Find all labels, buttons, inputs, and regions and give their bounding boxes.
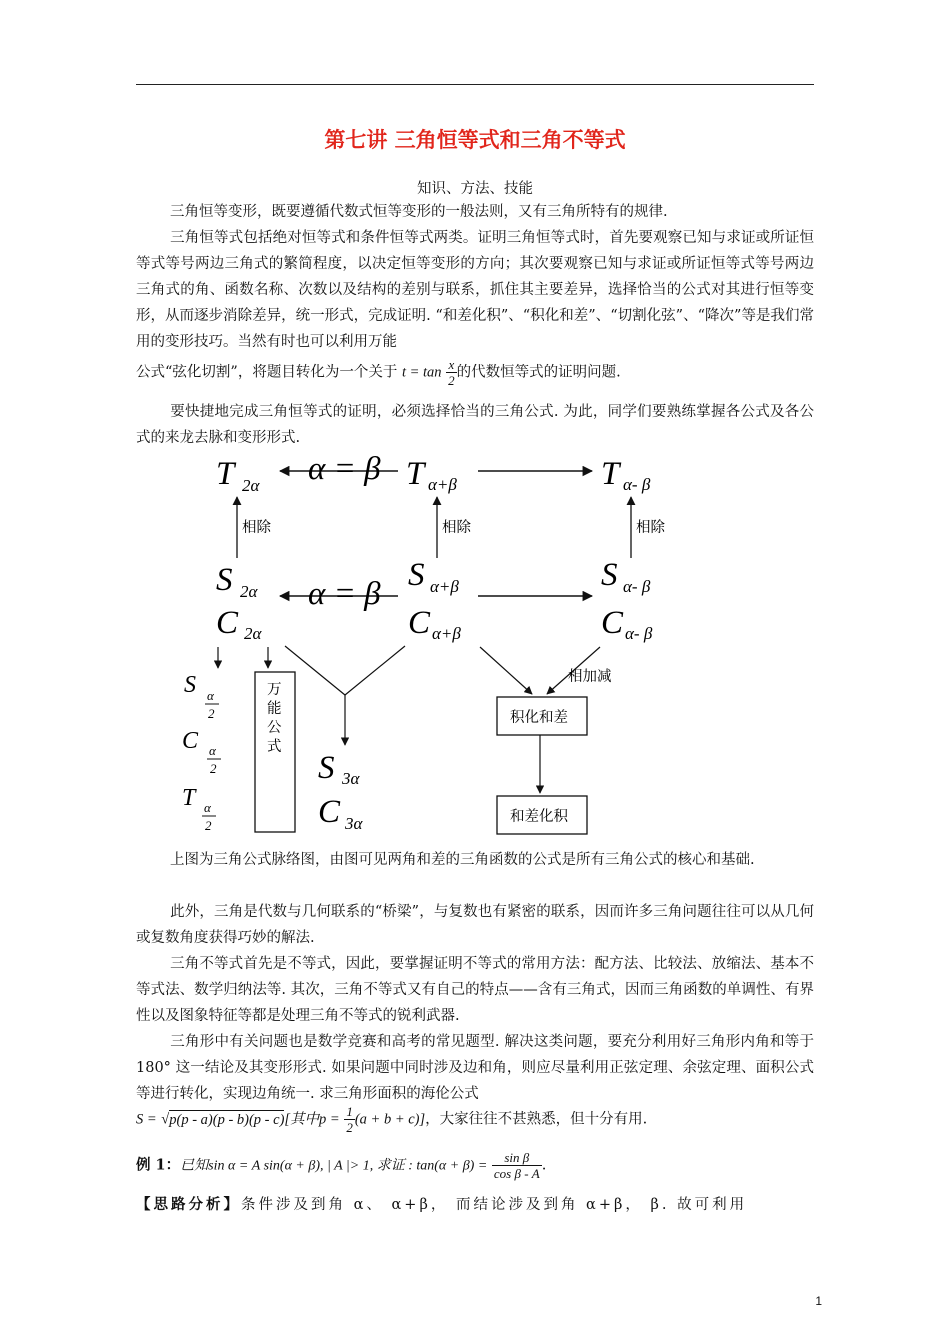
t-amb-sub: α- β [623, 475, 651, 494]
v-right-branch [345, 646, 405, 695]
t-half-num: α [204, 800, 211, 815]
t-half-symbol: T [182, 785, 196, 811]
s-half-num: α [207, 688, 214, 703]
intro-paragraph-2-tail: 公式“弦化切割”，将题目转化为一个关于 t = tan $\frac{x}{2}$ 的代数恒等式的证明问题. [136, 357, 621, 388]
arrow-capb-to-box [480, 647, 532, 694]
universal-char-3: 公 [267, 720, 282, 736]
section-subtitle: 知识、方法、技能 [417, 181, 533, 197]
page-number: 1 [815, 1294, 822, 1308]
half-angle-fraction: $\frac{x}{2}$ [448, 357, 455, 388]
mul-div-label-2: 相除 [442, 520, 471, 536]
s-amb-sub: α- β [623, 577, 651, 596]
c-amb-sub: α- β [625, 624, 653, 643]
alpha-eq-beta-top: α = β [308, 451, 381, 487]
c-half-num: α [209, 743, 216, 758]
t-apb-sub: α+β [428, 475, 457, 494]
mul-div-label-1: 相除 [242, 520, 271, 536]
s-amb-symbol: S [601, 557, 618, 593]
prod-to-sum-label: 积化和差 [510, 710, 568, 726]
c-half-symbol: C [182, 728, 199, 754]
t-2a-symbol: T [216, 456, 235, 492]
s-2a-sub: 2α [240, 582, 258, 601]
universal-char-2: 能 [267, 701, 282, 717]
body-paragraph-6: 三角不等式首先是不等式，因此，要掌握证明不等式的常用方法：配方法、比较法、放缩法、基本不等式法、数学归纳法等. 其次，三角不等式又有自己的特点——含有三角式，因而三角函数的单调性、有界性以及图象特征等都是处理三角不等式的锐利武器. [136, 956, 814, 1024]
example-label: 例 1： [136, 1156, 181, 1174]
c-2a-sub: 2α [244, 624, 262, 643]
intro-paragraph-1: 三角恒等变形，既要遵循代数式恒等变形的一般法则，又有三角所特有的规律. [170, 204, 668, 220]
s-apb-symbol: S [408, 557, 425, 593]
body-paragraph-4: 上图为三角公式脉络图，由图可见两角和差的三角函数的公式是所有三角公式的核心和基础. [170, 852, 755, 868]
c-2a-symbol: C [216, 605, 239, 641]
c-apb-symbol: C [408, 605, 431, 641]
intro-paragraph-2: 三角恒等式包括绝对恒等式和条件恒等式两类。证明三角恒等式时，首先要观察已知与求证或所证恒等式等号两边三角式的繁简程度，以决定恒等变形的方向；其次要观察已知与求证或所证恒等式等号两边三角式的角、函数名称、次数以及结构的差别与联系，抓住其主要差异，选择恰当的公式对其进行恒等变形，从而逐步消除差异，统一形式，完成证明. “和差化积”、“积化和差”、“切割化弦”、“降次”等是我们常用的变形技巧。当然有时也可以利用万能 [136, 230, 814, 350]
mul-div-label-3: 相除 [636, 520, 665, 536]
v-left-branch [285, 646, 345, 695]
analysis-line: 【思路分析】条件涉及到角 α、 α+β， 而结论涉及到角 α+β， β. 故可利用 [136, 1196, 748, 1213]
universal-char-4: 式 [267, 739, 282, 755]
c-3a-sub: 3α [345, 814, 363, 833]
page-title: 第七讲 三角恒等式和三角不等式 [324, 127, 626, 152]
s-half-symbol: S [184, 672, 196, 698]
analysis-label: 【思路分析】 [136, 1196, 241, 1213]
s-half-den: 2 [208, 706, 215, 721]
body-paragraph-7: 三角形中有关问题也是数学竞赛和高考的常见题型. 解决这类问题，要充分利用好三角形内角和等于180° 这一结论及其变形形式. 如果问题中同时涉及边和角，则应尽量利用正弦定理、余弦定理、面积公式等进行转化，实现边角统一. 求三角形面积的海伦公式 [136, 1034, 814, 1102]
c-3a-symbol: C [318, 794, 341, 830]
t-amb-symbol: T [601, 456, 620, 492]
c-amb-symbol: C [601, 605, 624, 641]
t-apb-symbol: T [406, 456, 425, 492]
s-apb-sub: α+β [430, 577, 459, 596]
s-3a-symbol: S [318, 750, 335, 786]
example-fraction: $\frac{\text{sin β}}{\text{cos β - A}}$ [493, 1150, 540, 1181]
universal-char-1: 万 [267, 682, 282, 698]
example-1: 例 1：已知sin α = A sin(α + β), | A |> 1, 求证 : tan(α + β) = $\frac{\text{sin β}}{\text{cos β - A}}$ . [136, 1150, 547, 1181]
s-2a-symbol: S [216, 562, 233, 598]
alpha-eq-beta-middle: α = β [308, 576, 381, 612]
c-half-den: 2 [210, 761, 217, 776]
t-2a-sub: 2α [242, 476, 260, 495]
add-sub-label: 相加减 [568, 669, 612, 685]
intro-paragraph-3: 要快捷地完成三角恒等式的证明，必须选择恰当的三角公式. 为此，同学们要熟练掌握各公式及各公式的来龙去脉和变形形式. [136, 404, 814, 446]
body-paragraph-5: 此外，三角是代数与几何联系的“桥梁”，与复数也有紧密的联系，因而许多三角问题往往可以从几何或复数角度获得巧妙的解法. [136, 904, 814, 946]
tan-formula: t = tan [401, 364, 442, 381]
c-apb-sub: α+β [432, 624, 461, 643]
heron-formula-line: S = √p(p - a)(p - b)(p - c)[其中p = $\frac{1}{2}$ (a + b + c)]，大家往往不甚熟悉，但十分有用. [136, 1104, 648, 1135]
heron-fraction: $\frac{1}{2}$ [346, 1104, 353, 1135]
s-3a-sub: 3α [342, 769, 360, 788]
heron-root: p(p - a)(p - b)(p - c) [169, 1111, 285, 1128]
sum-to-prod-label: 和差化积 [510, 809, 568, 825]
t-half-den: 2 [205, 818, 212, 833]
